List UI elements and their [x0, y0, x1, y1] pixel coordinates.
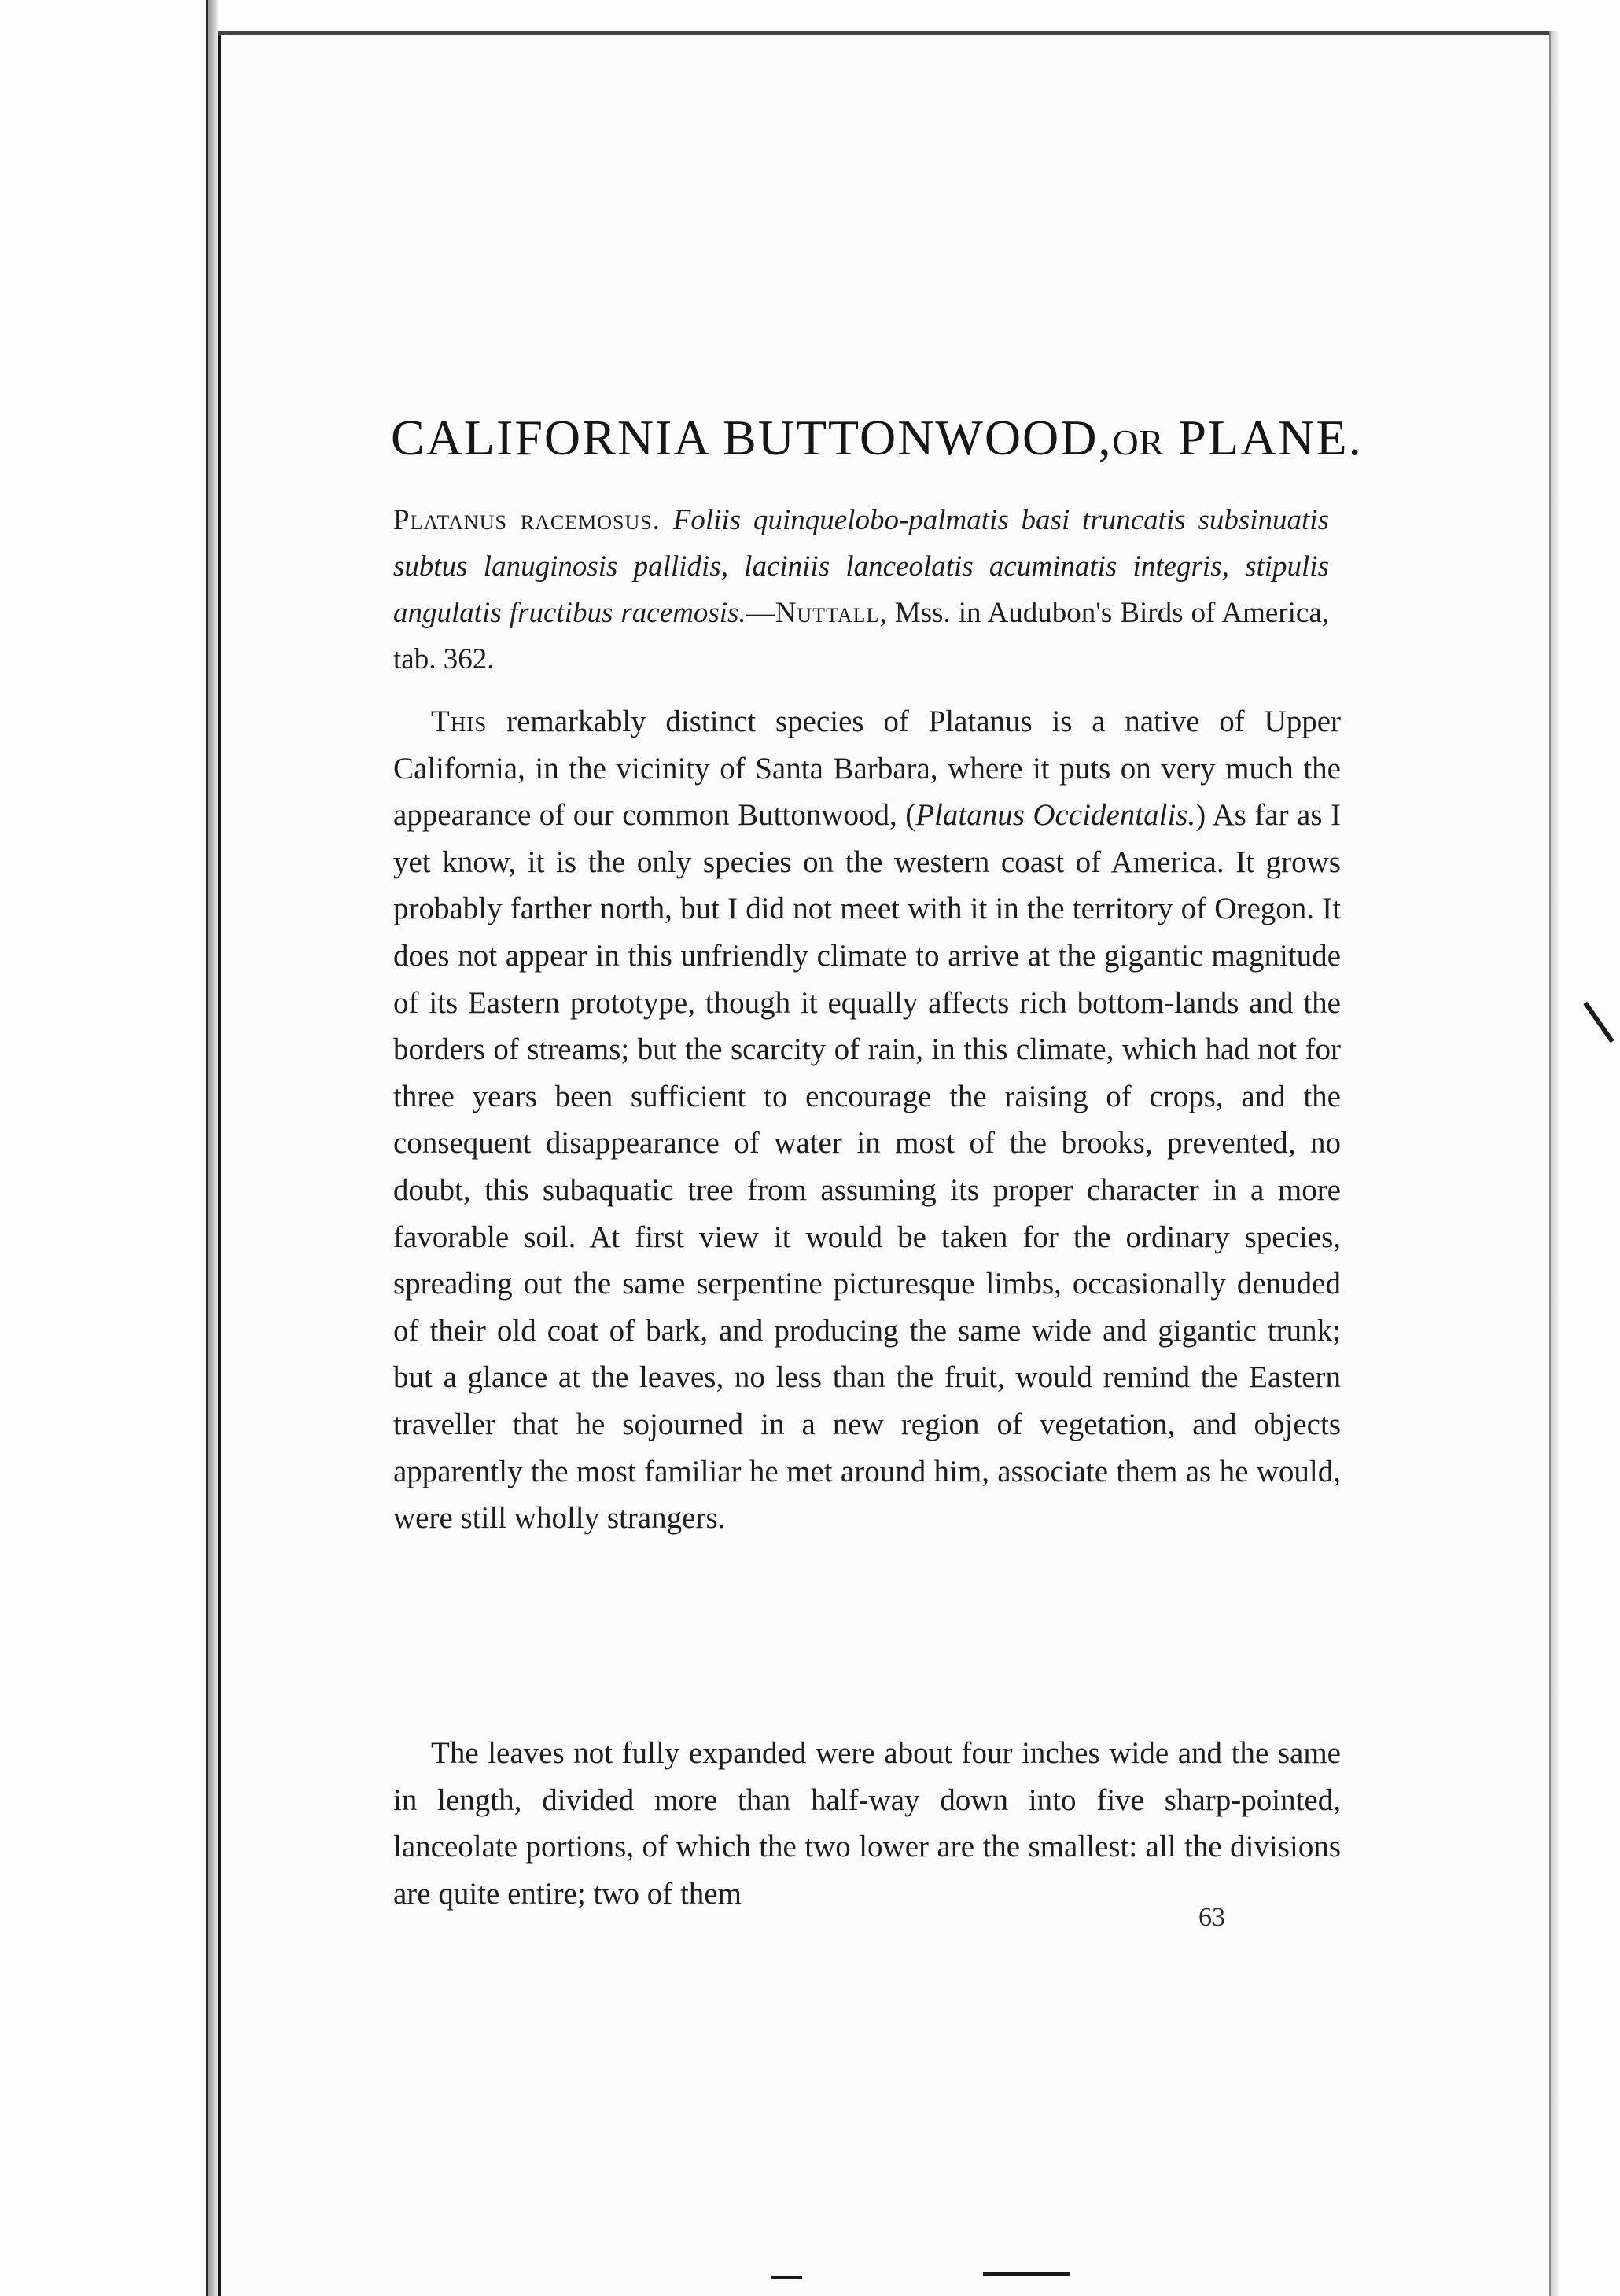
lead-word: This	[431, 705, 488, 738]
page-title: CALIFORNIA BUTTONWOOD,OR PLANE.	[391, 410, 1363, 465]
author-name: Nuttall	[775, 597, 880, 629]
latin-description: Foliis quinquelobo-palmatis basi truncatis subsinuatis subtus lanuginosis pallidis, laciniis lanceolatis acuminatis integris, stipulis angulatis fructibus racemosis.	[393, 504, 1329, 629]
italic-species: Platanus Occidentalis.	[915, 798, 1196, 833]
page-number: 63	[1198, 1903, 1225, 1932]
paragraph-1: This remarkably distinct species of Platanus is a native of Upper California, in the vicinity of Santa Barbara, where it puts on very much the appearance of our common Buttonwood, (Platanus Occidentalis.) As far as I yet know, it is the only species on the western coast of America. It grows probably farther north, but I did not meet with it in the territory of Oregon. It does not appear in this unfriendly climate to arrive at the gigantic magnitude of its Eastern prototype, though it equally affects rich bottom-lands and the borders of streams; but the scarcity of rain, in this climate, which had not for three years been sufficient to encourage the raising of crops, and the consequent disappearance of water in most of the brooks, prevented, no doubt, this subaquatic tree from assuming its proper character in a more favorable soil. At first view it would be taken for the ordinary species, spreading out the same serpentine picturesque limbs, occasionally denuded of their old coat of bark, and producing the same wide and gigantic trunk; but a glance at the leaves, no less than the fruit, would remind the Eastern traveller that he sojourned in a new region of vegetation, and objects apparently the most familiar he met around him, associate them as he would, were still wholly strangers.	[393, 705, 1341, 1536]
genus-name: Platanus racemosus.	[393, 504, 661, 536]
scan-speck	[983, 2272, 1070, 2276]
page-right-edge	[1549, 31, 1560, 2296]
scan-speck	[771, 2276, 802, 2279]
left-blank-leaf	[0, 0, 208, 2296]
book-gutter	[208, 0, 218, 2296]
paragraph-2: The leaves not fully expanded were about four inches wide and the same in length, divided more than half-way down into five sharp-pointed, lanceolate portions, of which the two lower are the smallest: all the divisions are quite entire; two of them	[393, 1736, 1341, 1911]
botanical-synonymy: Platanus racemosus. Foliis quinquelobo-palmatis basi truncatis subsinuatis subtus lanuginosis pallidis, laciniis lanceolatis acuminatis integris, stipulis angulatis fructibus racemosis.—Nuttall, Mss. in Audubon's Birds of America, tab. 362.	[393, 504, 1329, 675]
reference: , Mss. in Audubon's Birds of America, tab. 362.	[393, 597, 1329, 675]
